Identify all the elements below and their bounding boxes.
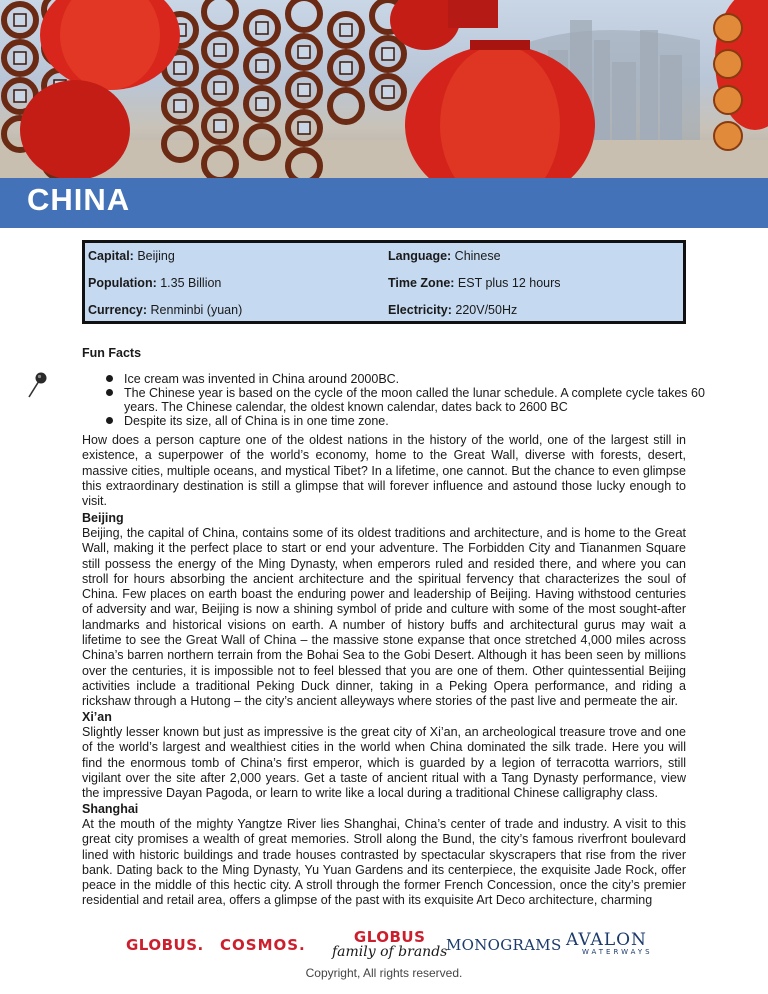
- list-item: [106, 386, 706, 414]
- fact-time-zone-label: Time Zone:: [388, 276, 455, 290]
- fact-time-zone-value: EST plus 12 hours: [454, 276, 561, 290]
- section-body-shanghai: At the mouth of the mighty Yangtze River lies Shanghai, China’s center of trade and industry. A visit to this great city promises a wealth of great memories. Stroll along the Bund, the city’s famous riverfront boulevard lined with historic buildings and trade houses contrasted by spectacular skyscrapers that rise from the river bank. Dating back to the Ming Dynasty, Yu Yuan Gardens and its centerpiece, the exquisite Jade Rock, offer peace in the middle of this hectic city. A stroll through the former French Concession, once the city’s premier residential and retail area, offers a glimpse of the past with its exquisite Art Deco architecture, charming: [82, 817, 686, 908]
- fun-fact-text: Despite its size, all of China is in one time zone.: [124, 414, 389, 428]
- copyright-notice: Copyright, All rights reserved.: [305, 966, 463, 980]
- globus-family-logo-bottom: family of brands: [332, 944, 448, 960]
- fact-language: [388, 249, 501, 263]
- section-body-xian: Slightly lesser known but just as impressive is the great city of Xi’an, an archeological treasure trove and one of the world’s largest and wealthiest cities in the world when China dominated the silk trade. Here you will find the enormous tomb of China’s first emperor, which is guarded by a legion of terracotta warriors, still vigilant over the site after 2,000 years. Get a taste of ancient ritual with a Tang Dynasty performance, view the impressive Dayan Pagoda, or learn to write like a local during a traditional Chinese calligraphy class.: [82, 725, 686, 801]
- fun-fact-text: Ice cream was invented in China around 2000BC.: [124, 372, 400, 386]
- fact-time-zone: [388, 276, 561, 290]
- fact-capital-label: Capital:: [88, 249, 134, 263]
- hero-photo: [0, 0, 768, 178]
- fact-population: [88, 276, 221, 290]
- fact-currency-value: Renminbi (yuan): [147, 303, 243, 317]
- intro-paragraph: How does a person capture one of the oldest nations in the history of the world, one of the largest still in existence, a superpower of the world’s economy, home to the Great Wall, diverse with forests, desert, massive cities, multiple oceans, and mystical Tibet? In a lifetime, one cannot. But the chance to even glimpse this extraordinary destination is still a glimpse that will forever influence and astound those lucky enough to visit.: [82, 433, 686, 509]
- fact-currency-label: Currency:: [88, 303, 148, 317]
- avalon-logo-bottom: WATERWAYS: [582, 948, 653, 956]
- fact-electricity-value: 220V/50Hz: [451, 303, 518, 317]
- globus-logo: GLOBUS.: [126, 936, 204, 954]
- fact-population-label: Population:: [88, 276, 157, 290]
- globus-family-logo-top: GLOBUS: [353, 928, 426, 946]
- globus-family-logo: [332, 928, 447, 960]
- section-heading-beijing: Beijing: [82, 511, 124, 525]
- bullet-icon: [106, 375, 113, 382]
- avalon-logo: [566, 930, 653, 956]
- pushpin-icon: [26, 372, 50, 400]
- fact-electricity: [388, 303, 517, 317]
- list-item: [106, 372, 706, 386]
- cosmos-logo: COSMOS.: [220, 936, 306, 954]
- fact-language-value: Chinese: [451, 249, 501, 263]
- facts-table: [82, 240, 686, 324]
- list-item: [106, 414, 706, 428]
- fact-currency: [88, 303, 242, 317]
- fun-fact-text: The Chinese year is based on the cycle of the moon called the lunar schedule. A complete cycle takes 60 years. The Chinese calendar, the oldest known calendar, dates back to 2600 BC: [124, 386, 705, 414]
- bullet-icon: [106, 417, 113, 424]
- fun-facts-list: [106, 372, 706, 428]
- section-heading-shanghai: Shanghai: [82, 802, 139, 816]
- bullet-icon: [106, 389, 113, 396]
- fun-facts-heading: Fun Facts: [82, 346, 142, 360]
- fact-population-value: 1.35 Billion: [156, 276, 222, 290]
- fact-capital-value: Beijing: [133, 249, 175, 263]
- section-body-beijing: Beijing, the capital of China, contains some of its oldest traditions and architecture, and is home to the Great Wall, making it the perfect place to start or end your adventure. The Forbidden City and Tiananmen Square still possess the energy of the Ming Dynasty, when emperors ruled and resided there, and where you can stroll for hours absorbing the ancient architecture and the spiritual fervency that characterizes the soul of China. Few places on earth boast the enduring power and leadership of Beijing. Having withstood centuries of adversity and war, Beijing is now a shining symbol of pride and culture with some of the most sought-after landmarks and historical visions on earth. A number of history buffs and architectural gurus may wait a lifetime to see the Great Wall of China – the massive stone expanse that once stretched 4,000 miles across China’s barren northern terrain from the Bohai Sea to the Gobi Desert. Although it has been seen by millions over the centuries, it is impossible not to feel blessed that you are one of them. Other quintessential Beijing activities include a traditional Peking Duck dinner, taking in a Peking Opera performance, and riding a rickshaw through a Hutong – the city’s ancient alleyways where stories of the past live and permeate the air.: [82, 526, 686, 709]
- page-title: CHINA: [27, 182, 131, 217]
- fact-language-label: Language:: [388, 249, 452, 263]
- brand-logos: [0, 926, 768, 970]
- monograms-logo: MONOGRAMS: [446, 936, 562, 954]
- fact-capital: [88, 249, 175, 263]
- fact-electricity-label: Electricity:: [388, 303, 452, 317]
- hero-illustration: [0, 0, 768, 178]
- title-band: [0, 178, 768, 228]
- avalon-logo-top: AVALON: [566, 930, 647, 950]
- section-heading-xian: Xi’an: [82, 710, 112, 724]
